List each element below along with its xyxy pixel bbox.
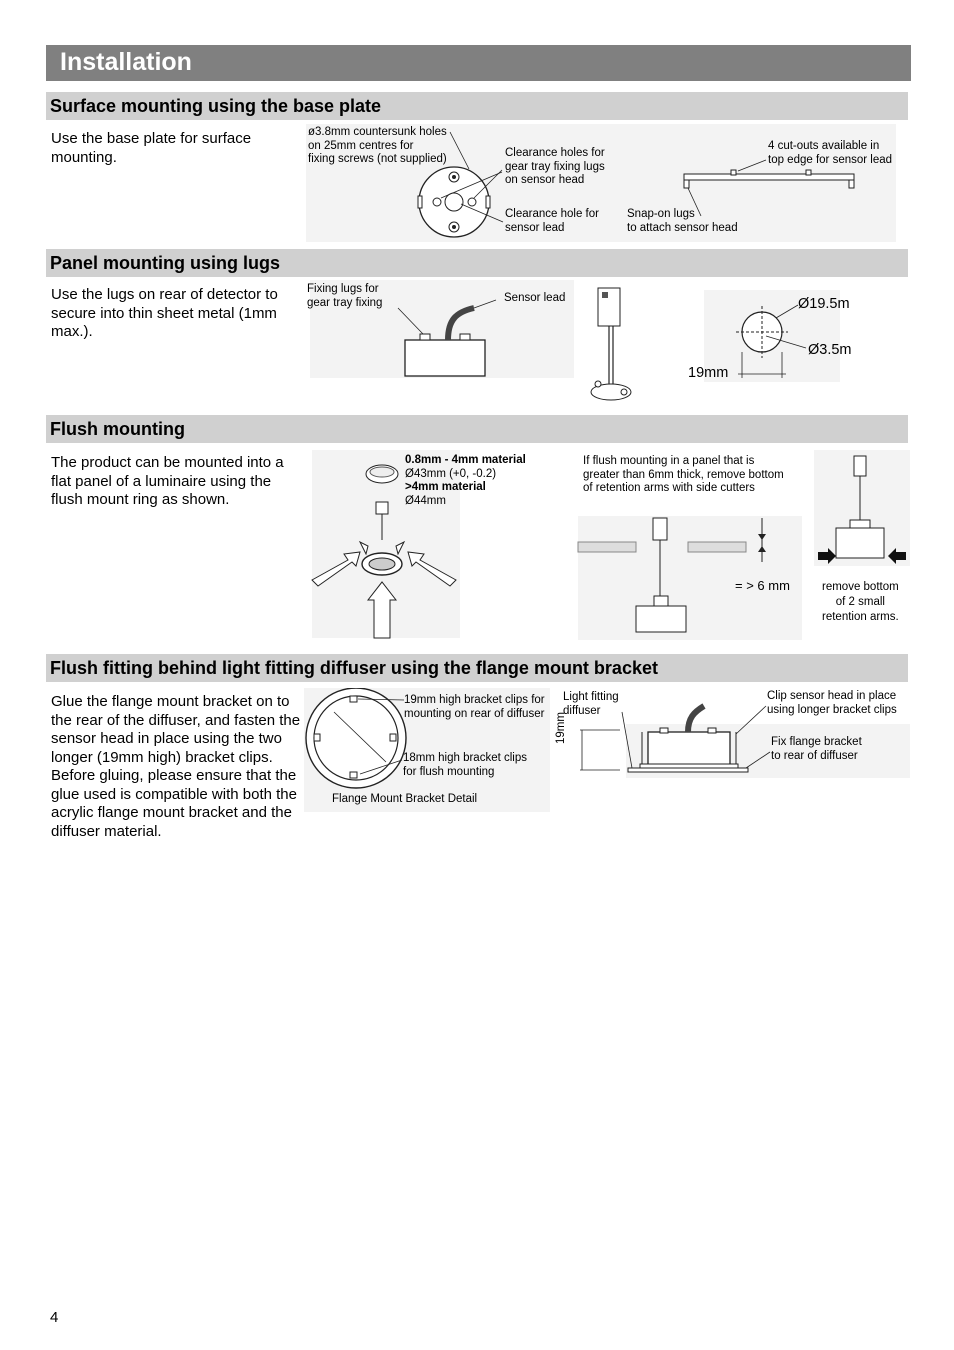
fixing-lugs-label (307, 283, 382, 310)
base-plate-diagram (306, 124, 896, 242)
label-line: remove bottom (822, 581, 899, 593)
label-line: If flush mounting in a panel that is (583, 455, 755, 467)
six-mm-label: = > 6 mm (735, 578, 790, 593)
flush-mount-diagram (308, 450, 910, 642)
panel-mounting-text: Use the lugs on rear of detector to secure into thin sheet metal (1mm max.). (51, 286, 278, 340)
label-line: Snap-on lugs (627, 208, 695, 220)
label-line: on sensor head (505, 174, 585, 186)
lugs-drawing (306, 280, 866, 408)
page-title: Installation (60, 48, 192, 76)
section-header-panel-mounting (46, 249, 908, 277)
label-line: 18mm high bracket clips (403, 752, 527, 764)
thick-panel-note (583, 455, 784, 496)
height-19mm-label: 19mm (555, 712, 567, 744)
holes-label: ø3.8mm countersunk holes on 25mm centres for fixing screws (not supplied) (308, 126, 447, 165)
label-line: of 2 small (835, 596, 885, 608)
label-line: retention arms. (822, 611, 899, 623)
label-line: top edge for sensor lead (768, 153, 893, 166)
material-spec-label (405, 454, 526, 508)
section-heading: Flush fitting behind light fitting diffuser using the flange mount bracket (50, 658, 658, 678)
label-line: diffuser (563, 704, 601, 717)
section-heading: Flush mounting (50, 419, 185, 439)
clips-18mm-label (403, 752, 527, 779)
flush-mounting-text: The product can be mounted into a flat panel of a luminaire using the flush mount ring as shown. (51, 454, 284, 508)
material-thick-label: >4mm material (405, 481, 486, 493)
label-line: Light fitting (563, 691, 619, 703)
remove-arms-label (822, 580, 899, 625)
bracket-detail-caption: Flange Mount Bracket Detail (332, 793, 478, 805)
diffuser-label (563, 691, 619, 718)
holes-label-line: 3.8mm countersunk holes (315, 126, 447, 138)
label-line: greater than 6mm thick, remove bottom (583, 468, 784, 481)
label-line: Clearance holes for (505, 147, 605, 159)
snap-on-lugs-label (627, 208, 738, 235)
clips-19mm-label (404, 694, 545, 721)
fix-bracket-label (771, 736, 862, 763)
section-header-flush-mounting (46, 415, 908, 443)
material-thick-diameter: Ø44mm (405, 494, 446, 507)
material-thin-label: 0.8mm - 4mm material (405, 454, 526, 466)
label-line: gear tray fixing lugs (505, 160, 605, 173)
label-line: using longer bracket clips (767, 703, 897, 716)
label-line: 19mm high bracket clips for (404, 694, 545, 706)
label-line: gear tray fixing (307, 296, 383, 309)
label-line: for flush mounting (403, 765, 495, 778)
surface-mounting-text: Use the base plate for surface mounting. (51, 130, 252, 166)
material-thin-diameter: Ø43mm (+0, -0.2) (405, 467, 497, 480)
label-line: 4 cut-outs available in (768, 140, 880, 152)
label-line: Fix flange bracket (771, 736, 862, 748)
holes-label-line: fixing screws (not supplied) (308, 153, 447, 165)
flange-mount-text-para2: Before gluing, please ensure that the glue used is compatible with both the acrylic flange mount bracket and the diffuser material. (51, 767, 297, 840)
label-line: Clearance hole for (505, 208, 599, 220)
section-heading: Panel mounting using lugs (50, 253, 281, 273)
holes-label-line: on 25mm centres for (308, 139, 414, 152)
diameter-3-label: Ø3.5m (808, 342, 852, 358)
label-line: to attach sensor head (627, 221, 738, 234)
flange-mount-text-para1: Glue the flange mount bracket on to the rear of the diffuser, and fasten the sensor head in place using the two longer (19mm high) bracket clips. (51, 693, 301, 766)
label-line: to rear of diffuser (771, 749, 858, 762)
lugs-diagram (306, 280, 866, 408)
diameter-19-label: Ø19.5m (798, 296, 850, 312)
label-line: Clip sensor head in place (767, 690, 897, 702)
label-line: sensor lead (505, 221, 565, 234)
label-line: of retention arms with side cutters (583, 482, 755, 494)
section-header-flange-mount (46, 654, 908, 682)
depth-19mm-label: 19mm (688, 365, 729, 381)
flange-bracket-diagram (304, 688, 910, 812)
cut-outs-label (768, 140, 892, 167)
flange-mount-text (51, 693, 301, 841)
page-number: 4 (50, 1309, 59, 1326)
clearance-hole-lead-label (505, 208, 599, 235)
clearance-holes-label (505, 147, 605, 188)
label-line: Fixing lugs for (307, 283, 379, 295)
page-title-banner (46, 45, 911, 81)
sensor-lead-label: Sensor lead (504, 292, 566, 304)
section-header-surface-mounting (46, 92, 908, 120)
label-line: mounting on rear of diffuser (404, 707, 545, 720)
clip-sensor-label (767, 690, 897, 717)
section-heading: Surface mounting using the base plate (50, 96, 382, 116)
